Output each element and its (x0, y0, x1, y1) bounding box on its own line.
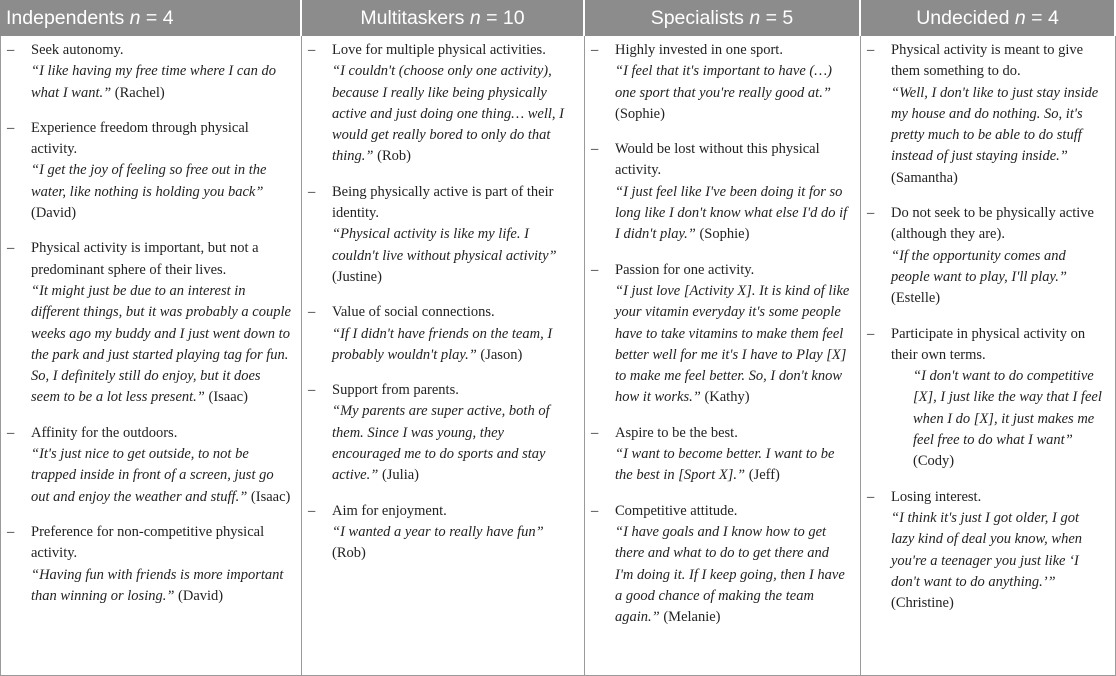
theme-item: – Passion for one activity. “I just love [Activity X]. It is kind of like your vitamin everyday it's some people have to take vitamins to make them feel better well for me it's I have to Play [X] to make me feel better. So, I don't know how it works.” (Kathy) (591, 260, 850, 409)
header-multitaskers: Multitaskers n = 10 (302, 0, 585, 36)
column-multitaskers (302, 36, 585, 676)
theme-item: – Being physically active is part of their identity. “Physical activity is like my life. I couldn't live without physical activity” (Justine) (308, 182, 574, 288)
quote: “If I didn't have friends on the team, I probably wouldn't play.” (Jason) (332, 325, 553, 363)
theme-item: – Physical activity is meant to give them something to do. “Well, I don't like to just stay inside my house and do nothing. So, it's pretty much to be able to do stuff instead of just staying inside.” (Samantha) (867, 40, 1105, 189)
header-undecided: Undecided n = 4 (861, 0, 1116, 36)
theme-text: Being physically active is part of their identity. (332, 183, 554, 222)
theme-text: Would be lost without this physical activity. (615, 141, 820, 179)
theme-text: Do not seek to be physically active (although they are). (891, 205, 1094, 243)
quote: “I wanted a year to really have fun” (Rob) (332, 523, 544, 562)
quote: “Physical activity is like my life. I couldn't live without physical activity” (Justine) (332, 226, 557, 285)
quote: “I couldn't (choose only one activity), because I really like being physically active and just doing one thing… well, I would get really bored to only do that thing.” (Rob) (332, 63, 564, 165)
theme-text: Losing interest. (891, 488, 982, 505)
theme-text: Aspire to be the best. (615, 424, 738, 441)
theme-item: – Love for multiple physical activities. “I couldn't (choose only one activity), because I really like being physically active and just doing one thing… well, I would get really bored to only do that thing.” (Rob) (308, 40, 574, 168)
theme-item: – Preference for non-competitive physical activity. “Having fun with friends is more important than winning or losing.” (David) (7, 522, 291, 607)
theme-item: – Participate in physical activity on their own terms. “I don't want to do competitive [X], I just like the way that I feel when I do [X], it just makes me feel free to do what I want” (Cody) (867, 324, 1105, 473)
quote: “I feel that it's important to have (…) one sport that you're really good at.” (Sophie) (615, 63, 832, 122)
column-undecided (861, 36, 1116, 676)
quote: “It's just nice to get outside, to not be trapped inside in front of a screen, just go out and enjoy the weather and stuff.” (Isaac) (31, 446, 291, 505)
theme-text: Aim for enjoyment. (332, 502, 447, 519)
theme-item: – Losing interest. “I think it's just I got older, I got lazy kind of deal you know, when you're a teenager you just like ‘I don't want to do anything.’” (Christine) (867, 487, 1105, 615)
theme-item: – Competitive attitude. “I have goals and I know how to get there and what to do to get there and I'm doing it. If I keep going, then I have a good chance of making the team again.” (Melanie) (591, 501, 850, 629)
theme-text: Value of social connections. (332, 304, 495, 321)
quote: “Having fun with friends is more important than winning or losing.” (David) (31, 566, 284, 604)
theme-item: – Experience freedom through physical activity. “I get the joy of feeling so free out in the water, like nothing is holding you back” (David) (7, 118, 291, 224)
theme-item: – Do not seek to be physically active (although they are). “If the opportunity comes and people want to play, I'll play.” (Estelle) (867, 203, 1105, 309)
quote: “It might just be due to an interest in different things, but it was probably a couple weeks ago my buddy and I just went down to the park and just started playing tag for fun. So, I definitely still do enjoy, but it does seem to be a lot less present.” (Isaac) (31, 282, 291, 406)
quote: “My parents are super active, both of them. Since I was young, they encouraged me to do sports and stay active.” (Julia) (332, 403, 550, 484)
theme-item: – Affinity for the outdoors. “It's just nice to get outside, to not be trapped inside in front of a screen, just go out and enjoy the weather and stuff.” (Isaac) (7, 423, 291, 508)
theme-item: – Physical activity is important, but not a predominant sphere of their lives. “It might just be due to an interest in different things, but it was probably a couple weeks ago my buddy and I just went down to the park and just started playing tag for fun. So, I definitely still do enjoy, but it does seem to be a lot less present.” (Isaac) (7, 238, 291, 408)
quote: “I like having my free time where I can do what I want.” (Rachel) (31, 63, 276, 101)
theme-text: Experience freedom through physical activity. (31, 119, 249, 158)
quote: “I have goals and I know how to get there and what to do to get there and I'm doing it. If I keep going, then I have a good chance of making the team again.” (Melanie) (615, 523, 845, 626)
column-specialists (585, 36, 861, 676)
quote: “If the opportunity comes and people want to play, I'll play.” (Estelle) (891, 247, 1067, 307)
quote: “Well, I don't like to just stay inside my house and do nothing. So, it's pretty much to be able to do stuff instead of just staying inside.” (Samantha) (891, 84, 1099, 186)
theme-text: Highly invested in one sport. (615, 42, 783, 58)
theme-text: Affinity for the outdoors. (31, 424, 178, 441)
theme-item: – Value of social connections. “If I didn't have friends on the team, I probably wouldn't play.” (Jason) (308, 302, 574, 366)
quote: “I get the joy of feeling so free out in the water, like nothing is holding you back” (David) (31, 162, 267, 222)
theme-text: Physical activity is important, but not a predominant sphere of their lives. (31, 240, 259, 278)
quote: “I just love [Activity X]. It is kind of like your vitamin everyday it's some people have to take vitamins to make them feel better well for me it's I have to Play [X] to make me feel better. So, I don't know how it works.” (Kathy) (615, 282, 850, 406)
theme-text: Support from parents. (332, 382, 459, 399)
header-independents: Independents n = 4 (0, 0, 302, 36)
theme-text: Participate in physical activity on their own terms. (891, 325, 1086, 363)
theme-text: Seek autonomy. (31, 42, 124, 58)
theme-item: – Seek autonomy. “I like having my free time where I can do what I want.” (Rachel) (7, 40, 291, 104)
theme-text: Passion for one activity. (615, 261, 755, 278)
header-specialists: Specialists n = 5 (585, 0, 861, 36)
theme-item: – Support from parents. “My parents are super active, both of them. Since I was young, they encouraged me to do sports and stay active.” (Julia) (308, 380, 574, 486)
quote: “I don't want to do competitive [X], I just like the way that I feel when I do [X], it just makes me feel free to do what I want” (Cody) (913, 368, 1102, 470)
quote: “I want to become better. I want to be the best in [Sport X].” (Jeff) (615, 446, 835, 484)
theme-item: – Highly invested in one sport. “I feel that it's important to have (…) one sport that you're really good at.” (Sophie) (591, 40, 850, 125)
theme-text: Preference for non-competitive physical activity. (31, 523, 265, 562)
column-independents (0, 36, 302, 676)
theme-text: Competitive attitude. (615, 502, 738, 519)
theme-item: – Aspire to be the best. “I want to become better. I want to be the best in [Sport X].” (Jeff) (591, 423, 850, 487)
theme-text: Love for multiple physical activities. (332, 42, 546, 58)
quote: “I think it's just I got older, I got lazy kind of deal you know, when you're a teenager you just like ‘I don't want to do anything.’” (Christine) (891, 509, 1083, 612)
theme-item: – Aim for enjoyment. “I wanted a year to really have fun” (Rob) (308, 501, 574, 565)
theme-text: Physical activity is meant to give them something to do. (891, 42, 1084, 80)
theme-item: – Would be lost without this physical activity. “I just feel like I've been doing it for so long like I don't know what else I'd do if I didn't play.” (Sophie) (591, 139, 850, 245)
quote: “I just feel like I've been doing it for so long like I don't know what else I'd do if I didn't play.” (Sophie) (615, 183, 848, 243)
